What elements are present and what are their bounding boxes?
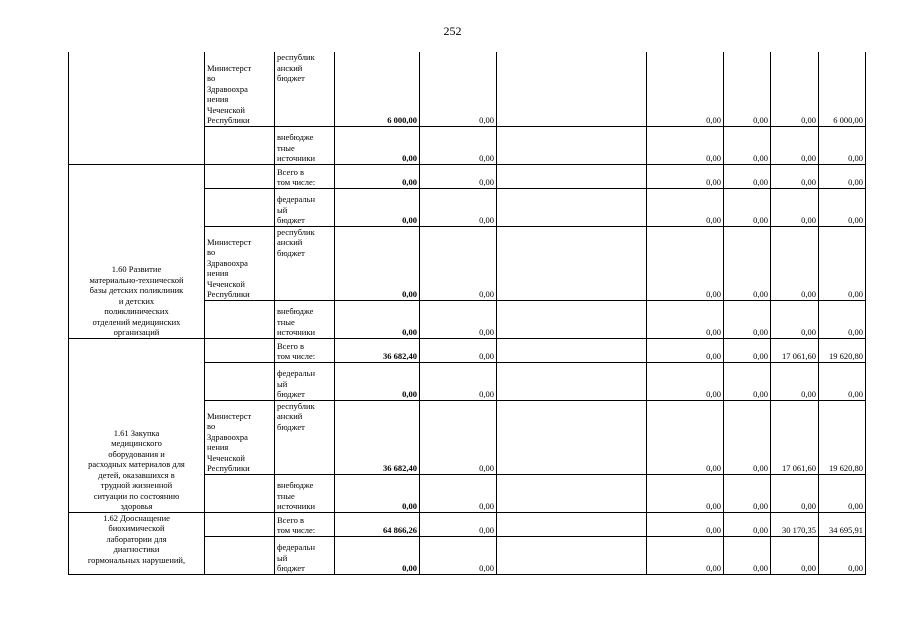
value-cell: 0,00 — [819, 126, 866, 164]
funding-source-cell: Всего в том числе: — [275, 512, 335, 536]
value-cell: 0,00 — [819, 536, 866, 574]
value-cell: 0,00 — [647, 226, 724, 300]
executor-cell — [205, 536, 275, 574]
value-cell: 0,00 — [420, 400, 497, 474]
value-cell: 0,00 — [771, 164, 819, 188]
page-number: 252 — [443, 24, 462, 38]
total-cell: 36 682,40 — [335, 400, 420, 474]
total-cell: 6 000,00 — [335, 52, 420, 126]
value-cell: 0,00 — [647, 126, 724, 164]
value-cell: 0,00 — [420, 474, 497, 512]
funding-source-cell: федеральн ый бюджет — [275, 188, 335, 226]
total-cell: 0,00 — [335, 164, 420, 188]
value-cell: 0,00 — [724, 512, 771, 536]
value-cell: 0,00 — [724, 52, 771, 126]
executor-cell — [205, 126, 275, 164]
total-cell: 0,00 — [335, 188, 420, 226]
value-cell: 0,00 — [724, 188, 771, 226]
value-cell: 0,00 — [771, 52, 819, 126]
value-cell: 0,00 — [724, 126, 771, 164]
value-cell — [497, 536, 647, 574]
funding-source-cell: федеральн ый бюджет — [275, 536, 335, 574]
value-cell: 0,00 — [819, 474, 866, 512]
value-cell: 0,00 — [647, 338, 724, 362]
total-cell: 64 866,26 — [335, 512, 420, 536]
value-cell: 0,00 — [724, 226, 771, 300]
value-cell — [497, 300, 647, 338]
value-cell: 6 000,00 — [819, 52, 866, 126]
value-cell: 0,00 — [647, 300, 724, 338]
value-cell: 30 170,35 — [771, 512, 819, 536]
executor-cell: Министерст во Здравоохра нения Чеченской Республики — [205, 226, 275, 300]
executor-cell — [205, 474, 275, 512]
value-cell: 0,00 — [771, 474, 819, 512]
value-cell: 0,00 — [771, 362, 819, 400]
value-cell: 0,00 — [420, 338, 497, 362]
funding-source-cell: республик анский бюджет — [275, 52, 335, 126]
value-cell: 0,00 — [819, 226, 866, 300]
value-cell: 0,00 — [420, 536, 497, 574]
funding-source-cell: республик анский бюджет — [275, 226, 335, 300]
value-cell: 0,00 — [420, 52, 497, 126]
total-cell: 0,00 — [335, 300, 420, 338]
value-cell — [497, 188, 647, 226]
executor-cell: Министерст во Здравоохра нения Чеченской Республики — [205, 400, 275, 474]
value-cell: 0,00 — [724, 400, 771, 474]
program-funding-table — [68, 52, 866, 575]
table-row — [69, 338, 866, 362]
value-cell: 0,00 — [647, 512, 724, 536]
value-cell: 0,00 — [771, 188, 819, 226]
value-cell: 0,00 — [647, 164, 724, 188]
value-cell: 0,00 — [724, 474, 771, 512]
value-cell: 0,00 — [647, 362, 724, 400]
measure-name-cell: 1.62 Дооснащение биохимической лаборатории для диагностики гормональных нарушений, — [69, 512, 205, 574]
executor-cell — [205, 338, 275, 362]
total-cell: 0,00 — [335, 226, 420, 300]
value-cell — [497, 474, 647, 512]
value-cell: 0,00 — [420, 226, 497, 300]
executor-cell — [205, 188, 275, 226]
value-cell — [497, 52, 647, 126]
value-cell: 0,00 — [420, 512, 497, 536]
funding-source-cell: Всего в том числе: — [275, 164, 335, 188]
value-cell — [497, 362, 647, 400]
value-cell — [497, 338, 647, 362]
executor-cell: Министерст во Здравоохра нения Чеченской Республики — [205, 52, 275, 126]
value-cell: 17 061,60 — [771, 338, 819, 362]
table-row — [69, 512, 866, 536]
measure-name-cell: 1.61 Закупка медицинского оборудования и расходных материалов для детей, оказавшихся в трудной жизненной ситуации по состоянию здоровья — [69, 338, 205, 512]
value-cell: 17 061,60 — [771, 400, 819, 474]
value-cell: 0,00 — [724, 164, 771, 188]
value-cell — [497, 226, 647, 300]
value-cell: 0,00 — [819, 300, 866, 338]
value-cell: 0,00 — [771, 536, 819, 574]
value-cell — [497, 400, 647, 474]
measure-name-cell: 1.60 Развитие материально-технической базы детских поликлиник и детских поликлинических отделений медицинских организаций — [69, 164, 205, 338]
executor-cell — [205, 362, 275, 400]
total-cell: 0,00 — [335, 536, 420, 574]
value-cell: 0,00 — [819, 188, 866, 226]
measure-name-cell — [69, 52, 205, 164]
executor-cell — [205, 512, 275, 536]
table-row — [69, 52, 866, 126]
total-cell: 36 682,40 — [335, 338, 420, 362]
value-cell — [497, 126, 647, 164]
value-cell: 0,00 — [420, 188, 497, 226]
funding-source-cell: Всего в том числе: — [275, 338, 335, 362]
total-cell: 0,00 — [335, 362, 420, 400]
value-cell: 0,00 — [819, 164, 866, 188]
executor-cell — [205, 300, 275, 338]
funding-source-cell: республик анский бюджет — [275, 400, 335, 474]
value-cell: 0,00 — [724, 338, 771, 362]
value-cell: 0,00 — [647, 400, 724, 474]
value-cell: 0,00 — [647, 52, 724, 126]
value-cell: 0,00 — [420, 362, 497, 400]
funding-source-cell: внебюдже тные источники — [275, 300, 335, 338]
value-cell — [497, 512, 647, 536]
value-cell: 0,00 — [724, 362, 771, 400]
value-cell: 0,00 — [647, 188, 724, 226]
value-cell: 0,00 — [771, 226, 819, 300]
value-cell: 0,00 — [647, 536, 724, 574]
value-cell: 0,00 — [420, 300, 497, 338]
value-cell: 0,00 — [724, 300, 771, 338]
value-cell: 0,00 — [647, 474, 724, 512]
funding-source-cell: федеральн ый бюджет — [275, 362, 335, 400]
value-cell: 0,00 — [420, 126, 497, 164]
total-cell: 0,00 — [335, 126, 420, 164]
value-cell: 19 620,80 — [819, 400, 866, 474]
value-cell: 0,00 — [771, 126, 819, 164]
value-cell: 0,00 — [724, 536, 771, 574]
funding-source-cell: внебюдже тные источники — [275, 474, 335, 512]
funding-source-cell: внебюдже тные источники — [275, 126, 335, 164]
value-cell: 0,00 — [420, 164, 497, 188]
total-cell: 0,00 — [335, 474, 420, 512]
value-cell: 34 695,91 — [819, 512, 866, 536]
executor-cell — [205, 164, 275, 188]
value-cell: 0,00 — [771, 300, 819, 338]
value-cell — [497, 164, 647, 188]
value-cell: 0,00 — [819, 362, 866, 400]
value-cell: 19 620,80 — [819, 338, 866, 362]
table-row — [69, 164, 866, 188]
